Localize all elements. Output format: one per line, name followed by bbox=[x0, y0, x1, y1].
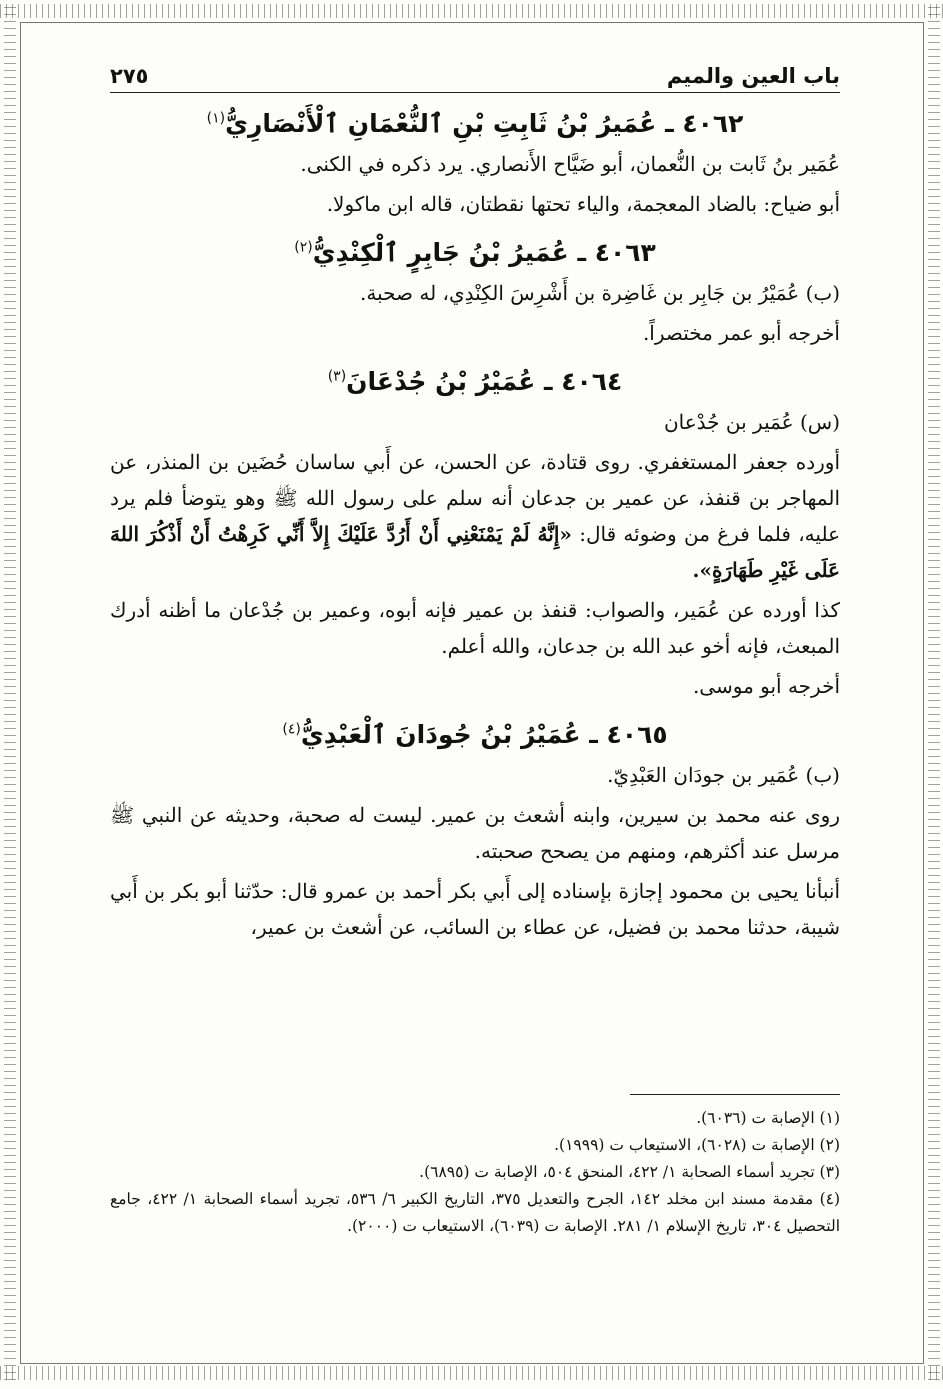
decorative-border-bottom bbox=[0, 1366, 943, 1380]
entry-paragraph: أخرجه أبو عمر مختصراً. bbox=[642, 321, 840, 345]
entry-paragraph: روى عنه محمد بن سيرين، وابنه أشعث بن عمير. ليست له صحبة، وحديثه عن النبي ﷺ مرسل عند أكثرهم، ومنهم من يصحح صحبته. bbox=[110, 803, 840, 863]
chapter-title: باب العين والميم bbox=[666, 64, 840, 88]
entry-title-4063: ٤٠٦٣ ـ عُمَيرُ بْنُ جَابِرٍ ٱلْكِنْدِيُّ$^{(٢)}$ bbox=[294, 238, 656, 267]
footnote-divider bbox=[630, 1094, 840, 1095]
entry-paragraph: أخرجه أبو موسى. bbox=[692, 674, 840, 698]
decorative-border-left bbox=[4, 4, 16, 1380]
entry-title-4064: ٤٠٦٤ ـ عُمَيْرُ بْنُ جُدْعَانَ$^{(٣)}$ bbox=[327, 367, 623, 396]
hadith-quote: «إِنَّهُ لَمْ يَمْنَعْنِي أَنْ أَرُدَّ عَلَيْكَ إِلاَّ أَنِّي كَرِهْتُ أَنْ أَذْكُرَ اللهَ عَلَى غَيْرِ طَهَارَةٍ». bbox=[110, 522, 840, 582]
footnotes bbox=[110, 1094, 840, 1240]
entry-paragraph: أنبأنا يحيى بن محمود إجازة بإسناده إلى أَبي بكر أحمد بن عمرو قال: حدّثنا أبو بكر بن أَبي شيبة، حدثنا محمد بن فضيل، عن عطاء بن السائب، عن أشعث بن عمير، bbox=[110, 879, 840, 939]
decorative-border-top bbox=[0, 4, 943, 18]
footnote-ref: (٢) bbox=[294, 239, 313, 256]
footnote-1: (١) الإصابة ت (٦٠٣٦). bbox=[696, 1109, 840, 1127]
page-body bbox=[110, 50, 840, 949]
entry-paragraph: (س) عُمَير بن جُدْعان bbox=[663, 410, 840, 434]
footnote-ref: (٤) bbox=[282, 721, 301, 738]
entry-paragraph-with-hadith: أورده جعفر المستغفري. روى قتادة، عن الحسن، عن أَبي ساسان حُضَين بن المنذر، عن المهاجر بن قنفذ، عن عمير بن جدعان أنه سلم على رسول الله ﷺ وهو يتوضأ فلم يرد عليه، فلما فرغ من وضوئه قال: «إِنَّهُ لَمْ يَمْنَعْنِي أَنْ أَرُدَّ عَلَيْكَ إِلاَّ أَنِّي كَرِهْتُ أَنْ أَذْكُرَ اللهَ عَلَى غَيْرِ طَهَارَةٍ». bbox=[110, 450, 840, 582]
footnote-2: (٢) الإصابة ت (٦٠٢٨)، الاستيعاب ت (١٩٩٩). bbox=[554, 1136, 840, 1154]
running-head bbox=[110, 50, 840, 93]
footnote-ref: (٣) bbox=[327, 368, 347, 385]
entry-paragraph: (ب) عُمَير بن جودَان العَبْدِيّ. bbox=[607, 763, 840, 787]
entry-paragraph: (ب) عُمَيْرُ بن جَابِر بن غَاضِرة بن أَشْرِسَ الكِنْدِي، له صحبة. bbox=[360, 281, 840, 305]
entry-paragraph: كذا أورده عن عُمَير، والصواب: قنفذ بن عمير فإنه أبوه، وعمير بن جُدْعان ما أظنه أدرك المبعث، فإنه أخو عبد الله بن جدعان، والله أعلم. bbox=[110, 598, 840, 658]
footnote-ref: (١) bbox=[206, 110, 226, 127]
entry-paragraph: أبو ضياح: بالضاد المعجمة، والياء تحتها نقطتان، قاله ابن ماكولا. bbox=[326, 192, 840, 216]
page-number: ٢٧٥ bbox=[110, 64, 149, 88]
entry-title-4065: ٤٠٦٥ ـ عُمَيْرُ بْنُ جُودَانَ ٱلْعَبْدِيُّ$^{(٤)}$ bbox=[282, 720, 668, 749]
decorative-border-right bbox=[928, 4, 940, 1380]
footnote-3: (٣) تجريد أسماء الصحابة ١/ ٤٢٢، المنحق ٥٠٤، الإصابة ت (٦٨٩٥). bbox=[419, 1163, 840, 1181]
footnote-4: (٤) مقدمة مسند ابن مخلد ١٤٢، الجرح والتعديل ٣٧٥، التاريخ الكبير ٦/ ٥٣٦، تجريد أسماء الصحابة ١/ ٤٢٢، جامع التحصيل ٣٠٤، تاريخ الإسلام ١/ ٢٨١. الإصابة ت (٦٠٣٩)، الاستيعاب ت (٢٠٠٠). bbox=[110, 1190, 841, 1235]
entry-paragraph: عُمَير بنُ ثَابت بن النُّعمان، أبو ضَيَّاح الأَنصاري. يرد ذكره في الكنى. bbox=[300, 152, 840, 176]
entry-title-4062: ٤٠٦٢ ـ عُمَيرُ بْنُ ثَابِتِ بْنِ ٱلنُّعْمَانِ ٱلْأَنْصَارِيُّ$^{(١)}$ bbox=[206, 109, 744, 138]
